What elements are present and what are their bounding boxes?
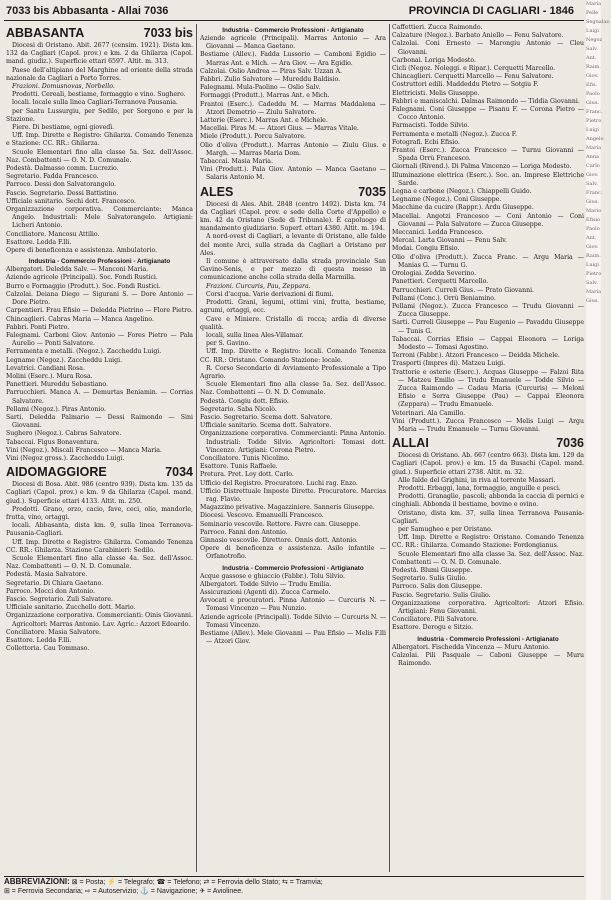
trade-entry: Chincaglieri. Cerquetti Marcello — Fenu Salvatore. — [392, 73, 554, 81]
intro-paragraph: Frazioni. Curcuris, Pau, Zeppara. — [206, 282, 311, 290]
trade-entry: Parrucchieri. Manca A. — Demurtas Beniamin. — Corrias Salvatore. — [6, 389, 193, 405]
trade-entry: Pellami (Conc.). Orrù Beniamino. — [392, 294, 496, 302]
trade-entry: Trattorie e osterie (Eserc.). Acquas Giuseppe — Falzoi Rita — Matzeu Emilio — Trudu Emanuele — Todde Silvio — Zucca Raimondo — Cadau Maria (Curcuris) — Melonі Efisio e Serra Giuseppe (Pau) — Cappai Eleonora (Zeppara) — Trudu Emanuele. — [392, 368, 584, 409]
trade-entry: Bestiame (Allev.). Fadda Lussorio — Camboni Egidio — Marras Ant. e Mich. — Ara Giov. — Ara Egidio. — [200, 51, 386, 67]
town-heading-abbasanta — [6, 26, 193, 41]
trade-entry: Panettieri. Mureddu Sebastiano. — [6, 381, 108, 389]
intro-paragraph: Prodotti. Grani, legumi, ottimi vini, frutta, bestiame, agrumi, ortaggi, ecc. — [200, 299, 386, 315]
town-name: ALES — [200, 184, 234, 199]
town-entries — [200, 398, 386, 562]
abbreviations-line: ⊞ = Ferrovia Secondaria; ⇨ = Autoservizio; ⚓ = Navigazione; ✈ = Aviolinee. — [4, 888, 244, 895]
column-divider — [389, 24, 390, 872]
trade-entry: Illuminazione elettrica (Eserc.). Soc. an. Imprese Elettriche Sarde. — [392, 171, 584, 187]
trade-entry: Albergatori. Deledda Salv. — Manconi Maria. — [6, 266, 149, 274]
town-code: 7036 — [556, 436, 584, 451]
trade-entry: Calzolai. Deiana Diego — Sigurani S. — Dore Antonio — Dore Pietro. — [6, 290, 193, 307]
entry: Parroco. Salis don Giuseppe. — [392, 583, 483, 591]
entry: Parroco. Dessi don Salvatorangelo. — [6, 181, 116, 189]
entry: Esattore. Ledda F.lli. — [6, 238, 72, 246]
trade-entry: Costruttori edili. Maddeddu Pietro — Sotgiu F. — [392, 81, 539, 89]
intro-paragraph: Uff. Imp. Direttе e Registro: Ghilarza. Comando Tenenza CC. RR.: Ghilarza. Stazione Carabinieri: Sedilo. — [6, 538, 193, 554]
trade-entry: Cicli (Negoz. Noleggi. e Ripar.). Cerquetti Marcello. — [392, 65, 556, 73]
trade-entry: Modai. Congiu Efisio. — [392, 245, 460, 253]
town-intro — [6, 481, 193, 571]
trade-list — [392, 644, 584, 669]
trade-entry: Legname (Negoz.). Zaccheddu Luigi. — [6, 356, 123, 364]
intro-paragraph: Scuole Elementari fino alla classe 4a. Sez. dell'Assoc. Naz. Combattenti — O. N. D. Comunale. — [6, 554, 193, 571]
intro-paragraph: Il comune è attraversato dalla strada provinciale San Gavino-Senis, e per mezzo di questa messo in comunicazione anche colla strada della Marmilla. — [200, 258, 386, 282]
trade-entry: Calzature (Negoz.). Barbato Aniello — Fenu Salvatore. — [392, 32, 564, 40]
abbreviations-line: ⊠ = Posta; ⚡ = Telegrafo; ☎ = Telefono; ⇄ = Ferrovia dello Stato; ⇆ = Tramvia; — [71, 879, 323, 886]
entry: Conciliatore. Tunis Nicolino. — [200, 454, 290, 462]
intro-paragraph: Cave e Miniere. Cristallo di rocca; ardia di diverse qualità. — [200, 315, 386, 331]
trade-entry: Veterinari. Ala Camillo. — [392, 409, 466, 417]
town-name: ALLAI — [392, 436, 429, 451]
trade-list — [6, 266, 193, 463]
town-heading-aidomaggiore — [6, 465, 193, 480]
trade-entry: Vini (Negoz gross.). Zaccheddu Luigi. — [6, 454, 125, 462]
intro-paragraph: Scuole Elementari fino alla classe 3a. Sez. dell'Assoc. Naz. Combattenti — O. N. D. Comunale. — [392, 550, 584, 566]
trade-entry: Acque gassose e ghiacciο (Fabbr.). Tolu Silvio. — [200, 572, 345, 580]
trade-entry: Orologiai. Zedda Severino. — [392, 270, 477, 278]
entry: Opere di beneficenza e assistenza. Ambulatorio. — [6, 247, 158, 255]
trade-entry: Fabbri. Zulio Salvatore — Mureddu Baldisio. — [200, 76, 341, 84]
section-heading: Industria - Commercio Professioni - Artigianato — [417, 635, 559, 643]
intro-paragraph: per Santu Lussurgiu, per Sedilo, per Sorgono e per la Stazione. — [6, 107, 193, 123]
entry: Segretario. Saba Nicolò. — [200, 405, 277, 413]
trade-entry: Burro e Formaggio (Produtt.). Soc. Fondi Rustici. — [6, 282, 161, 290]
entry: Ufficio Distrettuale Imposte Dirette. Procuratore. Marcias rag. Flavio. — [200, 487, 386, 503]
header-left: 7033 bis Abbasanta - Allai 7036 — [6, 5, 169, 17]
trade-entry: Vini (Produtt.). Pala Giov. Antonio — Manca Gaetano — Salaris Antonio M. — [200, 166, 386, 182]
entry: Fascio. Segretario. Dessi Battistino. — [6, 189, 119, 197]
trade-entry: Bestiame (Allev.). Mele Giovanni — Pau Efisio — Melis F.lli — Atzori Giov. — [200, 630, 386, 646]
intro-paragraph: Diocesi di Oristano. Ab. 667 (centro 663). Dista km. 129 da Cagliari (Capol. prov.) e km. 15 da Busachi (Capol. mand. giud.). Superficie ettari 2738. Altit. m. 32. — [392, 452, 584, 476]
entry: Conciliatore. Masia Salvatore. — [6, 628, 102, 636]
trade-entry: Calzolai. Oslio Andrea — Piras Salv. Uzzan A. — [200, 67, 343, 75]
trade-entry: Fabbri e maniscalchi. Dalmas Raimondo — Tiddia Giovanni. — [392, 97, 580, 105]
trade-entry: Macchine da cucire (Rappr.). Ardu Giuseppe. — [392, 204, 534, 212]
trade-entry: Tabaccai. Corrias Efisio — Cappai Eleonora — Loriga Modesto — Tomasi Agostino. — [392, 335, 584, 351]
trade-entry: Sughero (Negoz.). Cabras Salvatore. — [6, 430, 122, 438]
entry: Podestà. Blumi Giuseppe. — [392, 567, 473, 574]
entry: Esattore. Derogu e Sitzio. — [392, 624, 474, 632]
column-3 — [392, 24, 584, 872]
intro-paragraph: Prodotti. Grano, orzo, cacio, fave, ceci, olio, mandorle, frutta, vino, ortaggi. — [6, 505, 193, 521]
column-1 — [6, 24, 193, 872]
intro-paragraph: Uff. Imp. Direttе e Registro: Ghilarza. Comando Tenenza e Stazione: CC. RR.: Ghilarza. — [6, 132, 193, 148]
trade-entry: Calzolai. Pili Pasquale — Caboni Giuseppe — Muru Raimondo. — [392, 651, 584, 668]
trade-entry: Tabaccai. Figus Bonaventura. — [6, 438, 100, 446]
intro-paragraph: locali, sulla linea Ales-Villamar. — [206, 331, 304, 339]
entry: Organizzazione corporativa. Commercianti: Pinna Antonio. Industriali: Todde Silvio. Agricoltori: Tomasi dott. Vincenzo. Artigiani: Corona Pietro. — [200, 430, 386, 454]
entry: Segretario. Fadda Francesco. — [6, 173, 99, 181]
trade-entry: Farmacisti. Todde Silvio. — [392, 122, 470, 130]
trade-entry: Albergatori. Todde Silvio — Trudu Emilia. — [200, 580, 332, 588]
entry: Magazzino privative. Magazziniere. Sanneris Giuseppe. — [200, 504, 375, 512]
entry: Parroco. Fanni don Antonio. — [200, 528, 288, 536]
trade-entry: Frantoi (Eserc.). Cadeddu M. — Marras Maddalena — Atzori Demetrio — Ziulu Salvatore. — [200, 100, 386, 116]
trade-entry: Legname (Negoz.). Coni Giuseppe. — [392, 196, 502, 204]
intro-paragraph: per S. Gavino. — [206, 340, 251, 348]
trade-entry: Elettricisti. Melis Giuseppe. — [392, 89, 480, 97]
intro-paragraph: Diocesi di Oristano. Abit. 2677 (censim. 1921). Dista km. 132 da Cagliari (Capol. prov.) e km. 2 da Ghilarza (Capol. mand. giudiz.). Superficie ettari 6597. Altit. m. 313. — [6, 42, 193, 66]
entry: Ufficiale sanitario. Scema dott. Salvatore. — [200, 422, 332, 430]
trade-entry: Vini (Negoz.). Miscali Francesco — Manca Maria. — [6, 446, 162, 454]
trade-entry: Calzolai. Coni Ernesto — Marongiu Antonio — Cleu Giovanni. — [392, 40, 584, 56]
adjacent-page-edge: Maria Pelle Segnalaz. Luigi Negoz Salv. Ant. Raim. Giov. Efis. Paolo Gius. Franc. Pietro Luigi Angelo Maria Anna Carlo Giov. Salv. Franc. Gius. Mario Efisio Paolo Ant. Giov. Raim. Luigi Pietro Salv. Maria Gius. — [586, 0, 601, 900]
trade-entry: Parrucchieri. Curreli Gius. — Prato Giovanni. — [392, 286, 535, 294]
entry: Segretario. Sulis Giulio. — [392, 575, 467, 583]
trade-entry: Ferramenta e metalli (Negoz.). Zucca F. — [392, 130, 518, 138]
trade-list — [200, 35, 386, 183]
entry: Esattore. Ledda F.lli. — [6, 637, 72, 645]
entry: Segretario. Di Chiara Gaetano. — [6, 579, 104, 587]
page-header — [4, 4, 584, 21]
trade-entry: Sarti. Deledda Palmario — Dessi Raimondo — Sini Giovanni. — [6, 413, 193, 430]
trade-entry: Falegnami. Coni Giuseppe — Pisanu F. — Corona Pietro — Cocco Antonio. — [392, 106, 584, 122]
town-entries — [6, 165, 193, 255]
entry: Podestà. Congiu dott. Efisio. — [200, 397, 289, 405]
town-code: 7035 — [358, 184, 386, 199]
trade-entry: Pellami (Negoz.). Piras Antonio. — [6, 405, 106, 413]
trade-entry: Meccanici. Ledda Francesco. — [392, 229, 484, 237]
trade-entry: Tabaccai. Masia Maria. — [200, 158, 273, 166]
intro-paragraph: Oristano, dista km. 37, sulla linea Terranova Pausania-Cagliari. — [392, 509, 584, 525]
trade-entry: Latterie (Eserc.). Marras Ant. e Michele. — [200, 117, 328, 125]
town-heading-allai — [392, 436, 584, 451]
town-entries — [392, 567, 584, 633]
section-heading: Industria - Commercio Professioni - Artigianato — [222, 564, 364, 572]
entry: Organizzazione corporativa. Agricoltori: Atzori Efisio. Artigiani: Fenu Giovanni. — [392, 599, 584, 616]
town-code: 7034 — [165, 465, 193, 480]
entry: Collettoria. Cau Tommaso. — [6, 645, 90, 653]
trade-entry: Chincaglieri. Cabras Maria — Manca Angelino. — [6, 315, 154, 323]
trade-entry: Formaggi (Produtt.). Marras Ant. e Mich. — [200, 92, 330, 100]
abbreviations-legend — [4, 876, 584, 897]
intro-paragraph: Corsi d'acqua. Varie derivazioni di fiumi. — [206, 290, 334, 298]
trade-entry: Assicurazioni (Agenti di). Zucca Carmelo. — [200, 589, 331, 596]
trade-entry: Avvocati e procuratori. Pinna Antonio — Curcuris N. — Tomasi Vincenzo — Pau Nunzio. — [200, 597, 386, 613]
trade-list — [200, 573, 386, 647]
trade-entry: Olio d'oliva (Produtt.). Zucca Franc. — Argu Maria — Manias G. — Turnu G. — [392, 253, 584, 269]
intro-paragraph: Paese dell'altipiano del Marghine ad oriente della strada nazionale da Cagliari a Porto Torres. — [6, 66, 193, 82]
trade-entry: Aziende agricole (Principali). Marras Antonio — Ara Giovanni — Manca Gaetano. — [200, 35, 386, 51]
intro-paragraph: per Samugheo e per Oristano. — [398, 525, 493, 533]
header-right: PROVINCIA DI CAGLIARI - 1846 — [408, 5, 574, 17]
intro-paragraph: locali. Abbasanta, dista km. 9, sulla linea Terranova-Pausania-Cagliari. — [6, 522, 193, 538]
trade-entry: Vini (Produtt.). Zucca Francesco — Melis Luigi — Argu Maria — Trudu Emanuele — Turnu Giovanni. — [392, 417, 584, 433]
trade-entry: Aziende agricole (Principali). Soc. Fondi Rustici. — [6, 274, 158, 282]
entry: Organizzazione corporativa. Commerciante: Manca Angelo. Industriali: Mele Salvatorangelo. Artigiani: Licheri Antonio. — [6, 206, 193, 230]
entry: Seminario vescovile. Rettore. Favre can. Giuseppe. — [200, 520, 361, 528]
trade-list — [392, 24, 584, 434]
trade-entry: Giornali (Rivend.). Di Palma Vincenzo — Loriga Modesto. — [392, 163, 572, 171]
town-name: AIDOMAGGIORE — [6, 465, 107, 480]
entry: Conciliatore. Pili Salvatore. — [392, 616, 479, 624]
trade-entry: Frantoi (Eserc.). Zucca Francesco — Turnu Giovanni — Spada Orrù Francesco. — [392, 147, 584, 163]
trade-entry: Levatrici. Candiani Rosa. — [6, 364, 85, 372]
trade-entry: Panettieri. Cerquetti Marcello. — [392, 278, 489, 286]
entry: Fascio. Segretario. Scema dott. Salvatore. — [200, 413, 333, 421]
trade-entry: Legna e carbone (Negoz.). Chiappelli Guido. — [392, 188, 532, 196]
trade-entry: Macellai. Angotzi Francesco — Coni Antonio — Coni Giovanni — Pala Salvatore — Zucca Giuseppe. — [392, 212, 584, 228]
town-intro — [200, 201, 386, 398]
trade-entry: Ferramenta e metalli. (Negoz.). Zaccheddu Luigi. — [6, 348, 162, 356]
town-heading-ales — [200, 185, 386, 200]
entry: Ufficiale sanitario. Sechi dott. Francesco. — [6, 197, 136, 205]
trade-entry: Falegnami. Mula-Paolino — Oslio Salv. — [200, 84, 321, 92]
trade-entry: Carbonai. Loriga Modesto. — [392, 56, 476, 64]
trade-entry: Terroni (Fabbr.). Atzori Francesco — Deidda Michele. — [392, 352, 560, 360]
entry: Opere di beneficenza e assistenza. Asilo infantile — Orfanotrofio. — [200, 545, 386, 561]
entry: Pretura. Pret. Loy dott. Carlo. — [200, 471, 294, 479]
intro-paragraph: locali. locale sulla linea Cagliari-Terranova Pausania. — [12, 99, 178, 107]
column-2 — [200, 24, 386, 872]
entry: Esattore. Tunis Raffaele. — [200, 463, 278, 471]
trade-entry: Falegnami. Carboni Giov. Antonio — Fores Pietro — Pala Aurelio — Ponti Salvatore. — [6, 331, 193, 348]
intro-paragraph: A nord-ovest di Cagliari, a levante di Oristano, alle falde del monte Arci, sulla strada da Cagliari a Oristano per Ales. — [200, 233, 386, 257]
trade-entry: Trasporti (Impres di). Matzeu Luigi. — [392, 360, 506, 368]
trade-entry: Fabbri. Ponti Pietro. — [6, 323, 70, 331]
section-heading: Industria - Commercio Professioni - Artigianato — [222, 27, 364, 34]
intro-paragraph: Diocesi di Bosa. Abit. 986 (centro 939). Dista km. 135 da Cagliari (Capol. prov.) e km. 9 da Ghilarza (Capol. mand. giud.). Superficie ettari 4133. Altit. m. 250. — [6, 481, 193, 505]
intro-paragraph: Scuole Elementari fino alla classe 5a. Sez. dell'Assoc. Naz. Combattenti — O. N. D. Comunale. — [6, 148, 193, 164]
trade-entry: Pellami (Negoz.). Zucca Francesco — Trudu Giovanni — Zucca Giuseppe. — [392, 302, 584, 319]
intro-paragraph: Prodotti. Erbaggi, lana, formaggio, anguille e pesci. — [398, 484, 561, 492]
trade-entry: Carpentieri. Frau Efisio — Deledda Pietrino — Flore Pietro. — [6, 307, 193, 315]
entry: Podestà. Dalmasso comm. Lucrezio. — [6, 165, 119, 173]
trade-entry: Macellai. Piras M. — Atzori Gius. — Marras Vitale. — [200, 125, 359, 133]
intro-paragraph: Prodotti. Granaglie, pascoli; abbonda la caccia di pernici e cinghiali. Abbonda il bestiame, bovino e ovino. — [392, 493, 584, 509]
intro-paragraph: Scuole Elementari fino alla classe 5a. Sez. dell'Assoc. Naz. Combattenti — O. N. D. Comunale. — [200, 381, 386, 397]
entry: Conciliatore. Mancosu Attilio. — [6, 230, 100, 238]
column-divider — [196, 24, 197, 872]
intro-paragraph: Frazioni. Domusnovas, Norbello. — [12, 83, 115, 91]
intro-paragraph: Uff. Imp. Dirette e Registro: locali. Comando Tenenza CC. RR.: Oristano. Comando Stazione: locale. — [200, 348, 386, 364]
trade-entry: Miele (Produtt.). Porcu Salvatore. — [200, 133, 306, 141]
entry: Diocesi. Vescovo. Emanuelli Francesco. — [200, 512, 324, 520]
trade-entry: Fotografi. Ecbi Efisio. — [392, 138, 460, 146]
entry: Fascio. Segretario. Zuli Salvatore. — [6, 596, 113, 603]
intro-paragraph: Fiere. Di bestiame, ogni giovedì. — [12, 124, 115, 132]
trade-entry: Caffettieri. Zucca Raimondo. — [392, 24, 483, 31]
town-code: 7033 bis — [143, 26, 193, 40]
entry: Podestà. Masia Salvatore. — [6, 571, 88, 579]
trade-entry: Albergatori. Fischedda Vincenza — Muru Antonio. — [392, 643, 550, 651]
town-intro — [392, 452, 584, 567]
entry: Fascio. Segretario. Sulis Giulio. — [392, 591, 491, 599]
intro-paragraph: Diocesi di Ales. Abit. 2848 (centro 1492). Dista km. 74 da Cagliari (Capol. prov. e sede della Corte d'Appello) e km. 42 da Oristano (Sede di Tribunale). È capoluogo di mandamento giudiziario. Superf. ettari 4380. Altit. m. 194. — [200, 200, 386, 233]
intro-paragraph: R. Corso Secondario di Avviamento Professionale a Tipo Agrario. — [200, 364, 386, 380]
town-entries — [6, 571, 193, 653]
entry: Organizzazione corporativa. Commercianti: Oinis Giovanni. Agricoltori: Marras Antonio. Lav. Agric.: Azzori Edoardo. — [6, 612, 193, 628]
entry: Ufficio del Registro. Procuratore. Luchi rag. Enzo. — [200, 479, 358, 487]
abbreviations-title: ABBREVIAZIONI: — [4, 877, 70, 886]
entry: Ufficiale sanitario. Zucchello dott. Mario. — [6, 604, 136, 612]
intro-paragraph: Alle falde del Grighini, in riva al torrente Massari. — [398, 476, 556, 484]
intro-paragraph: Uff. Imp. Dirette e Registro: Oristano. Comando Tenenza CC. RR.: Ghilarza. Comando Stazione: Fordongianus. — [392, 534, 584, 550]
trade-entry: Sarti. Curreli Giuseppe — Pau Eugenio — Pavaddu Giuseppe — Tunis G. — [392, 319, 584, 335]
intro-paragraph: Prodotti. Cereali, bestiame, formaggio e vino. Sughero. — [12, 91, 186, 99]
town-name: ABBASANTA — [6, 26, 85, 40]
section-heading: Industria - Commercio Professioni - Artigianato — [28, 258, 171, 266]
town-intro — [6, 42, 193, 165]
trade-entry: Mercal. Larta Giovanni — Fenu Salv. — [392, 237, 508, 245]
entry: Parroco. Mocci don Antonio. — [6, 587, 96, 595]
trade-entry: Aziende agricole (Principali). Todde Silvio — Curcuris N. — Tomasi Vincenzo. — [200, 613, 387, 629]
entry: Ginnasio vescovile. Direttore. Onnis dott. Antonio. — [200, 536, 358, 544]
trade-entry: Molini (Eserc.). Mura Rosa. — [6, 372, 93, 380]
trade-entry: Olio d'oliva (Produtt.). Marras Antonio — Ziulu Gius. e Margh. — Marras Maria Dom. — [200, 141, 386, 157]
